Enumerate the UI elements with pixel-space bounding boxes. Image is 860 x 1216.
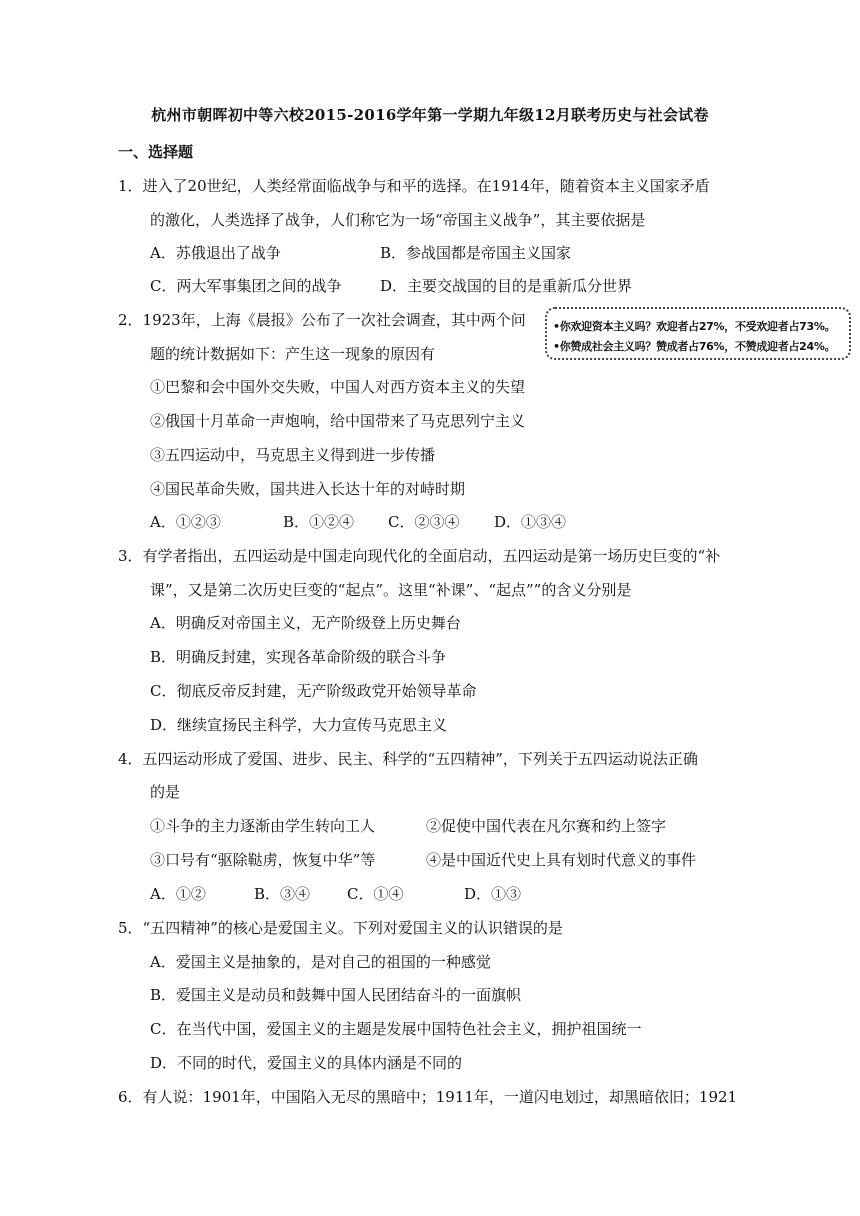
- question-2-item-3: ③五四运动中，马克思主义得到进一步传播: [150, 446, 436, 464]
- question-5-option-a: A．爱国主义是抽象的，是对自己的祖国的一种感觉: [150, 953, 491, 971]
- section-heading: 一、选择题: [118, 143, 194, 161]
- question-1-option-b: B．参战国都是帝国主义国家: [380, 244, 572, 262]
- question-5-stem: 5．“五四精神”的核心是爱国主义。下列对爱国主义的认识错误的是: [118, 919, 563, 937]
- question-3-stem: 3．有学者指出，五四运动是中国走向现代化的全面启动，五四运动是第一场历史巨变的“补: [118, 547, 721, 565]
- question-1-option-a: A．苏俄退出了战争: [150, 244, 281, 262]
- question-4-item-1: ①斗争的主力逐渐由学生转向工人: [150, 817, 376, 835]
- question-3-stem-cont: 课”，又是第二次历史巨变的“起点”。这里“补课”、“起点””的含义分别是: [150, 581, 632, 599]
- question-1-option-c: C．两大军事集团之间的战争: [150, 277, 342, 295]
- question-5-option-b: B．爱国主义是动员和鼓舞中国人民团结奋斗的一面旗帜: [150, 986, 522, 1004]
- survey-line-capitalism: •你欢迎资本主义吗？欢迎者占27%，不受欢迎者占73%。: [553, 320, 836, 333]
- question-2-option-c: C．②③④: [388, 513, 460, 531]
- question-3-option-a: A．明确反对帝国主义，无产阶级登上历史舞台: [150, 614, 461, 632]
- question-4-stem-cont: 的是: [150, 783, 181, 801]
- question-2-stem: 2．1923年，上海《晨报》公布了一次社会调查，其中两个问: [118, 311, 526, 329]
- question-4-option-c: C．①④: [347, 885, 404, 903]
- question-2-option-a: A．①②③: [150, 513, 221, 531]
- question-4-option-d: D．①③: [464, 885, 522, 903]
- question-2-item-1: ①巴黎和会中国外交失败，中国人对西方资本主义的失望: [150, 378, 526, 396]
- question-3-option-d: D．继续宣扬民主科学，大力宣传马克思主义: [150, 716, 448, 734]
- question-1-stem: 1．进入了20世纪，人类经常面临战争与和平的选择。在1914年，随着资本主义国家矛盾: [118, 177, 710, 195]
- question-1-option-d: D．主要交战国的目的是重新瓜分世界: [380, 277, 633, 295]
- question-5-option-d: D．不同的时代，爱国主义的具体内涵是不同的: [150, 1054, 463, 1072]
- question-3-option-b: B．明确反封建，实现各革命阶级的联合斗争: [150, 648, 447, 666]
- page-title: 杭州市朝晖初中等六校2015-2016学年第一学期九年级12月联考历史与社会试卷: [151, 106, 709, 124]
- question-2-item-4: ④国民革命失败，国共进入长达十年的对峙时期: [150, 480, 466, 498]
- question-4-item-2: ②促使中国代表在凡尔赛和约上签字: [426, 817, 667, 835]
- question-4-item-4: ④是中国近代史上具有划时代意义的事件: [426, 851, 697, 869]
- question-2-option-b: B．①②④: [283, 513, 355, 531]
- question-4-option-a: A．①②: [150, 885, 206, 903]
- question-2-option-d: D．①③④: [494, 513, 567, 531]
- question-2-item-2: ②俄国十月革命一声炮响，给中国带来了马克思列宁主义: [150, 412, 526, 430]
- survey-callout-box: [545, 307, 851, 360]
- question-4-stem: 4．五四运动形成了爱国、进步、民主、科学的“五四精神”，下列关于五四运动说法正确: [118, 750, 698, 768]
- survey-line-socialism: •你赞成社会主义吗？赞成者占76%，不赞成迎者占24%。: [553, 340, 836, 353]
- question-5-option-c: C．在当代中国，爱国主义的主题是发展中国特色社会主义，拥护祖国统一: [150, 1020, 642, 1038]
- question-2-stem-cont: 题的统计数据如下：产生这一现象的原因有: [150, 345, 436, 363]
- question-4-item-3: ③口号有“驱除鞑虏，恢复中华”等: [150, 851, 376, 869]
- question-3-option-c: C．彻底反帝反封建，无产阶级政党开始领导革命: [150, 682, 477, 700]
- question-1-stem-cont: 的激化，人类选择了战争，人们称它为一场“帝国主义战争”，其主要依据是: [150, 211, 646, 229]
- question-4-option-b: B．③④: [254, 885, 311, 903]
- question-6-stem: 6．有人说：1901年，中国陷入无尽的黑暗中；1911年，一道闪电划过，却黑暗依旧；1921: [118, 1088, 738, 1106]
